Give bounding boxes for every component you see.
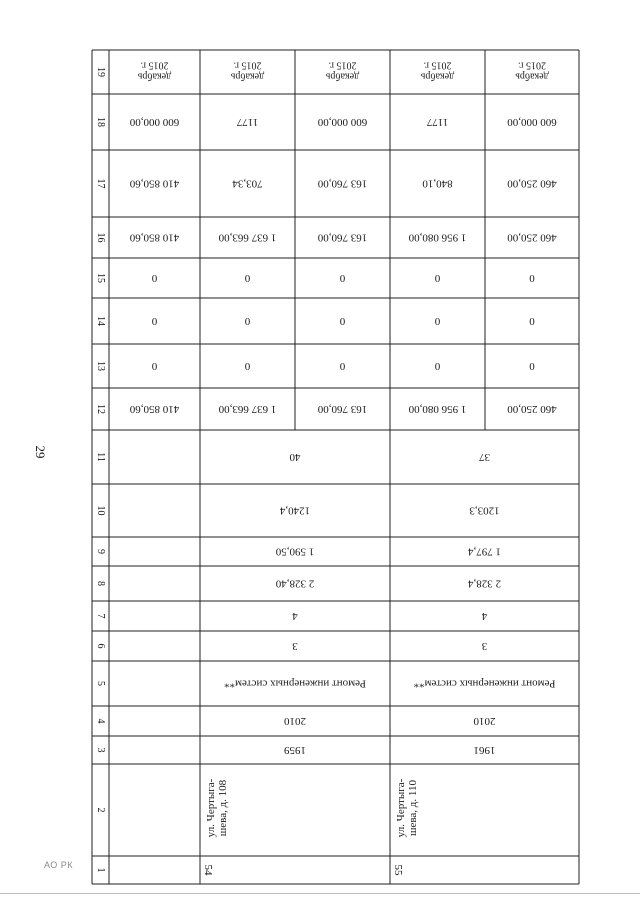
cell-c6: 3 (481, 640, 488, 652)
column-number: 18 (95, 117, 106, 127)
subcell-c12: 163 760,00 (317, 403, 368, 415)
cell-c3: 1959 (284, 744, 306, 756)
address-cell: ул. Чертыга-шева, д. 108 (205, 778, 229, 838)
column-number: 15 (95, 273, 106, 283)
cell-c12: 410 850,60 (129, 403, 180, 415)
subcell-c13: 0 (434, 360, 441, 372)
page-number: 29 (33, 445, 48, 459)
cell-c13: 0 (151, 360, 158, 372)
cell-c11: 37 (479, 451, 490, 463)
subcell-c19: декабрь2015 г. (325, 59, 360, 82)
subcell-c14: 0 (434, 315, 441, 327)
cell-c11: 40 (289, 451, 301, 463)
subcell-c12: 460 250,00 (507, 403, 557, 415)
subcell-c15: 0 (244, 272, 251, 284)
subcell-c14: 0 (244, 315, 251, 327)
cell-c7: 4 (481, 610, 488, 622)
column-number: 4 (95, 718, 106, 724)
subcell-c15: 0 (434, 272, 441, 284)
subcell-c14: 0 (529, 315, 535, 327)
subcell-c13: 0 (244, 360, 251, 372)
column-number: 3 (95, 747, 106, 753)
cell-c7: 4 (292, 610, 298, 622)
subcell-c18: 600 000,00 (507, 116, 557, 128)
row-number: 54 (202, 864, 214, 876)
subcell-c17: 460 250,00 (507, 177, 557, 190)
column-number: 10 (95, 505, 106, 516)
cell-c10: 1203,3 (469, 504, 500, 517)
cell-c19: декабрь2015 г. (137, 59, 172, 82)
column-number: 14 (95, 316, 106, 326)
cell-c6: 3 (292, 640, 298, 652)
subcell-c17: 163 760,00 (317, 177, 368, 190)
subcell-c13: 0 (529, 360, 535, 372)
subcell-c18: 1177 (236, 116, 259, 128)
subcell-c12: 1 637 663,00 (218, 403, 277, 415)
subcell-c12: 1 956 080,00 (408, 403, 467, 415)
subcell-c16: 1 637 663,00 (218, 231, 277, 244)
footer-mark: АО РК (44, 860, 74, 870)
column-number: 17 (95, 178, 106, 189)
column-number: 19 (95, 67, 106, 77)
cell-c3: 1961 (473, 744, 496, 756)
cell-c15: 0 (151, 272, 158, 284)
subcell-c13: 0 (339, 360, 346, 372)
cell-c14: 0 (151, 315, 158, 327)
column-number: 13 (95, 361, 106, 371)
subcell-c17: 703,34 (232, 177, 263, 190)
subcell-c17: 840,10 (422, 177, 453, 190)
subcell-c19: декабрь2015 г. (230, 59, 265, 82)
subcell-c14: 0 (339, 315, 346, 327)
subcell-c15: 0 (529, 272, 535, 284)
column-number: 5 (95, 681, 106, 686)
cell-c10: 1240,4 (279, 504, 311, 517)
subcell-c16: 460 250,00 (507, 231, 557, 244)
cell-c8: 2 328,4 (468, 577, 501, 590)
subcell-c16: 1 956 080,00 (408, 231, 467, 244)
column-number: 6 (95, 643, 106, 649)
column-number: 2 (95, 807, 106, 813)
subcell-c18: 600 000,00 (317, 116, 368, 128)
cell-c8: 2 328,40 (275, 577, 315, 590)
cell-c4: 2010 (473, 715, 496, 727)
column-number: 1 (95, 867, 106, 873)
cell-c4: 2010 (284, 715, 306, 727)
subcell-c19: декабрь2015 г. (420, 59, 455, 82)
column-number: 7 (95, 613, 106, 619)
column-number: 11 (95, 452, 106, 462)
cell-c17: 410 850,60 (129, 177, 180, 190)
cell-c5: Ремонт инженерных систем** (413, 677, 556, 690)
row-number: 55 (392, 864, 404, 876)
column-number: 12 (95, 404, 106, 414)
subcell-c15: 0 (339, 272, 346, 284)
subcell-c19: декабрь2015 г. (515, 59, 549, 82)
cell-c5: Ремонт инженерных систем** (224, 677, 366, 690)
address-cell: ул. Чертыга-шева, д. 110 (395, 778, 419, 838)
column-number: 9 (95, 549, 106, 554)
cell-c9: 1 797,4 (468, 545, 501, 558)
cell-c16: 410 850,60 (129, 231, 180, 244)
cell-c18: 600 000,00 (129, 116, 180, 128)
column-number: 16 (95, 232, 106, 243)
column-number: 8 (95, 581, 106, 586)
subcell-c16: 163 760,00 (317, 231, 368, 244)
cell-c9: 1 590,50 (275, 545, 315, 558)
subcell-c18: 1177 (426, 116, 449, 128)
